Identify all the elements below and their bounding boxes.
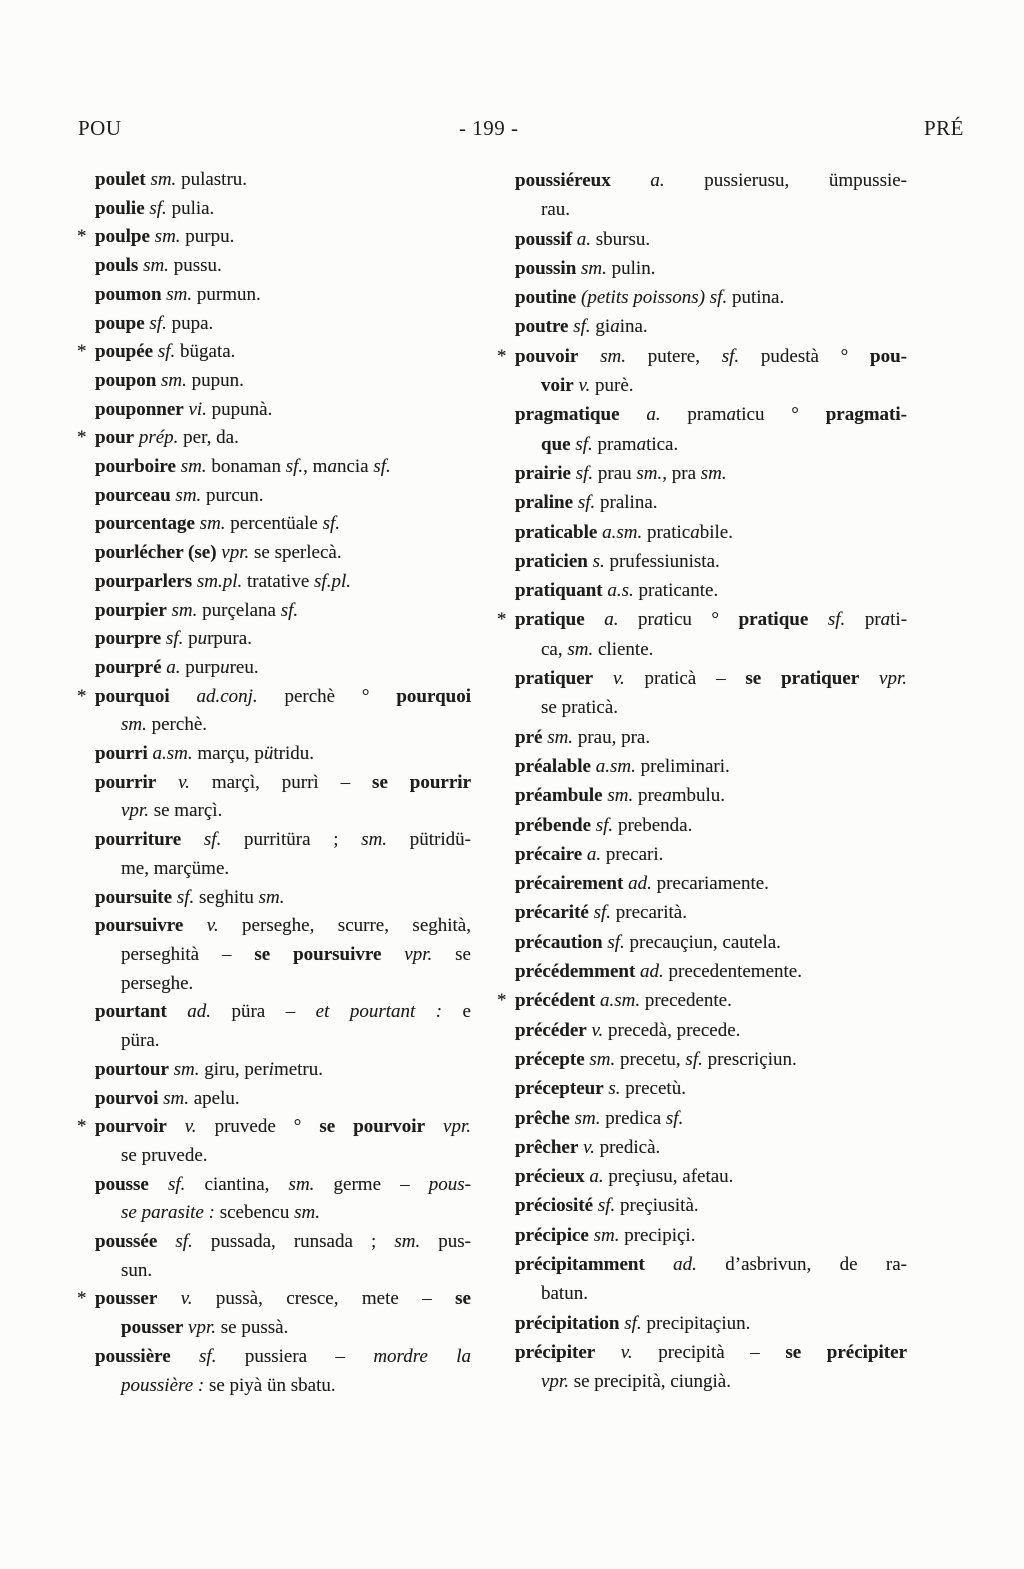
entry-line: perseghe. [121, 972, 194, 994]
entry-line: sun. [121, 1259, 153, 1281]
entry-line: pousser v. pussà, cresce, mete – se [95, 1288, 471, 1310]
entry-line: précarité sf. precarità. [515, 902, 687, 924]
dictionary-entry [515, 1309, 907, 1338]
dictionary-entry [515, 1045, 907, 1074]
dictionary-entry [95, 166, 471, 195]
guide-word-left: POU [78, 116, 122, 140]
entry-line: pourquoi ad.conj. perchè ° pourquoi [95, 685, 471, 707]
dictionary-entry [95, 998, 471, 1055]
dictionary-entry [515, 547, 907, 576]
text-columns [77, 166, 908, 1400]
dictionary-entry [95, 740, 471, 769]
entry-line: pour prép. per, da. [95, 427, 239, 449]
dictionary-entry [77, 338, 471, 367]
entry-line: poutine (petits poissons) sf. putina. [515, 287, 785, 309]
entry-line: se parasite : scebencu sm. [121, 1202, 320, 1224]
entry-line: pouponner vi. pupunà. [95, 398, 273, 420]
dictionary-entry [515, 1016, 907, 1045]
entry-line: pousser vpr. se pussà. [121, 1317, 289, 1339]
entry-line: pourlécher (se) vpr. se sperlecà. [95, 542, 342, 564]
asterisk-marker: * [77, 1288, 87, 1310]
entry-line: pouls sm. pussu. [95, 255, 222, 277]
dictionary-entry [497, 986, 907, 1015]
dictionary-entry [497, 342, 907, 401]
dictionary-entry [95, 482, 471, 511]
right-column [497, 166, 908, 1400]
dictionary-entry [77, 1285, 471, 1342]
entry-line: précipitamment ad. d’asbrivun, de ra- [515, 1253, 908, 1275]
dictionary-entry [95, 367, 471, 396]
entry-line: précaire a. precari. [515, 843, 664, 865]
entry-line: poursuite sf. seghitu sm. [95, 886, 285, 908]
entry-line: pourtour sm. giru, perimetru. [95, 1058, 324, 1080]
entry-line: pourboire sm. bonaman sf., mancia sf. [95, 456, 391, 478]
entry-line: précairement ad. precariamente. [515, 873, 769, 895]
entry-line: poupée sf. bügata. [95, 341, 236, 363]
dictionary-entry [515, 840, 907, 869]
entry-line: préciosité sf. preçiusità. [515, 1195, 699, 1217]
entry-line: prébende sf. prebenda. [515, 814, 693, 836]
dictionary-entry [497, 605, 908, 664]
dictionary-entry [515, 1104, 907, 1133]
entry-line: pourpre sf. purpura. [95, 628, 252, 650]
dictionary-entry [515, 664, 907, 723]
entry-line: pourrir v. marçì, purrì – se pourrir [95, 771, 472, 793]
entry-line: précédent a.sm. precedente. [515, 990, 732, 1012]
entry-line: pratiquer v. praticà – se pratiquer vpr. [515, 668, 907, 690]
dictionary-entry [95, 1171, 471, 1228]
dictionary-entry [515, 225, 907, 254]
dictionary-entry [515, 752, 907, 781]
entry-line: poussière sf. pussiera – mordre la [95, 1345, 472, 1367]
entry-line: se pruvede. [121, 1144, 208, 1166]
entry-line: poulet sm. pulastru. [95, 169, 248, 190]
entry-line: prêcher v. predicà. [515, 1136, 661, 1158]
entry-line: pouvoir sm. putere, sf. pudestà ° pou- [515, 345, 907, 367]
dictionary-entry [95, 396, 471, 425]
entry-line: poupon sm. pupun. [95, 369, 244, 391]
dictionary-entry [95, 252, 471, 281]
dictionary-entry [515, 254, 907, 283]
asterisk-marker: * [77, 685, 87, 707]
dictionary-entry [515, 781, 907, 810]
entry-line: précipitation sf. precipitaçiun. [515, 1312, 751, 1334]
entry-line: poumon sm. purmun. [95, 283, 261, 305]
left-column [77, 166, 472, 1400]
dictionary-entry [95, 912, 471, 998]
entry-line: praticien s. prufessiunista. [515, 550, 720, 572]
dictionary-entry [95, 654, 471, 683]
entry-line: pratique a. praticu ° pratique sf. prati- [515, 609, 908, 631]
dictionary-entry [77, 223, 471, 252]
entry-line: perseghità – se poursuivre vpr. se [121, 943, 471, 965]
dictionary-entry [95, 1228, 471, 1285]
entry-line: ca, sm. cliente. [541, 638, 654, 660]
dictionary-entry [77, 1113, 471, 1170]
entry-line: poulpe sm. purpu. [95, 226, 235, 248]
entry-line: pourparlers sm.pl. tratative sf.pl. [95, 570, 351, 592]
entry-line: praticable a.sm. praticabile. [515, 521, 733, 543]
entry-line: pourpré a. purpureu. [95, 656, 259, 678]
entry-line: poursuivre v. perseghe, scurre, seghità, [95, 915, 471, 937]
dictionary-entry [515, 869, 907, 898]
entry-line: précipice sm. precipiçi. [515, 1224, 696, 1246]
entry-line: que sf. pramatica. [541, 433, 679, 455]
entry-line: pousse sf. ciantina, sm. germe – pous- [95, 1173, 471, 1195]
entry-line: pragmatique a. pramaticu ° pragmati- [515, 404, 907, 426]
asterisk-marker: * [497, 609, 507, 631]
page-number: - 199 - [459, 116, 519, 140]
entry-line: pourvoi sm. apelu. [95, 1087, 240, 1109]
entry-line: précepteur s. precetù. [515, 1078, 686, 1100]
dictionary-entry [95, 310, 471, 339]
dictionary-entry [515, 1338, 907, 1397]
entry-line: pourpier sm. purçelana sf. [95, 599, 299, 621]
dictionary-entry [95, 625, 471, 654]
asterisk-marker: * [77, 427, 87, 449]
guide-word-right: PRÉ [923, 116, 964, 140]
dictionary-entry [515, 1162, 907, 1191]
dictionary-entry [515, 957, 907, 986]
dictionary-entry [515, 723, 907, 752]
dictionary-entry [95, 281, 471, 310]
entry-line: pratiquant a.s. praticante. [515, 580, 719, 602]
entry-line: préalable a.sm. preliminari. [515, 755, 730, 777]
entry-line: praline sf. pralina. [515, 492, 658, 514]
dictionary-entry [515, 518, 907, 547]
dictionary-entry [77, 683, 471, 740]
entry-line: voir v. purè. [541, 375, 634, 397]
entry-line: sm. perchè. [121, 714, 208, 736]
dictionary-entry [95, 826, 471, 883]
dictionary-entry [95, 453, 471, 482]
asterisk-marker: * [497, 990, 507, 1012]
dictionary-entry [515, 1191, 907, 1220]
asterisk-marker: * [497, 345, 507, 367]
entry-line: poussif a. sbursu. [515, 228, 651, 250]
dictionary-entry [515, 1221, 907, 1250]
entry-line: précepte sm. precetu, sf. prescriçiun. [515, 1048, 797, 1070]
entry-line: prêche sm. predica sf. [515, 1107, 684, 1129]
dictionary-entry [515, 1250, 907, 1309]
entry-line: pourtant ad. püra – et pourtant : e [95, 1001, 471, 1023]
dictionary-entry [77, 424, 471, 453]
dictionary-entry [515, 898, 907, 927]
entry-line: vpr. se marçì. [121, 800, 223, 822]
entry-line: précipiter v. precipità – se précipiter [515, 1341, 907, 1363]
dictionary-entry [95, 510, 471, 539]
page-header [78, 116, 964, 141]
dictionary-entry [515, 283, 907, 312]
dictionary-entry [95, 884, 471, 913]
entry-line: batun. [541, 1283, 588, 1305]
entry-line: poussière : se piyà ün sbatu. [121, 1374, 336, 1396]
entry-line: pourcentage sm. percentüale sf. [95, 513, 341, 535]
entry-line: préambule sm. preambulu. [515, 785, 726, 807]
dictionary-entry [515, 459, 907, 488]
dictionary-entry [515, 1074, 907, 1103]
asterisk-marker: * [77, 341, 87, 363]
dictionary-entry [515, 488, 907, 517]
dictionary-entry [95, 1343, 471, 1400]
entry-line: pourri a.sm. marçu, pütridu. [95, 743, 315, 765]
entry-line: prairie sf. prau sm., pra sm. [515, 462, 727, 484]
entry-line: se praticà. [541, 697, 619, 719]
entry-line: pourceau sm. purcun. [95, 484, 264, 506]
entry-line: pourvoir v. pruvede ° se pourvoir vpr. [95, 1116, 471, 1138]
entry-line: précieux a. preçiusu, afetau. [515, 1166, 734, 1188]
dictionary-entry [95, 539, 471, 568]
entry-line: me, marçüme. [121, 857, 230, 879]
dictionary-entry [95, 1085, 471, 1114]
entry-line: poupe sf. pupa. [95, 312, 214, 334]
entry-line: poussiéreux a. pussierusu, ümpussie- [515, 170, 908, 191]
entry-line: pré sm. prau, pra. [515, 726, 651, 748]
entry-line: précédemment ad. precedentemente. [515, 961, 802, 983]
asterisk-marker: * [77, 1116, 87, 1138]
dictionary-entry [515, 811, 907, 840]
dictionary-entry [95, 769, 471, 826]
entry-line: précéder v. precedà, precede. [515, 1019, 741, 1041]
entry-line: vpr. se precipità, ciungià. [541, 1371, 731, 1393]
entry-line: poutre sf. giaina. [515, 316, 648, 338]
dictionary-entry [515, 400, 907, 459]
dictionary-entry [515, 576, 907, 605]
entry-line: rau. [541, 199, 571, 221]
dictionary-entry [515, 1133, 907, 1162]
entry-line: püra. [121, 1030, 160, 1052]
dictionary-entry [95, 597, 471, 626]
entry-line: poussée sf. pussada, runsada ; sm. pus- [95, 1231, 471, 1253]
dictionary-entry [515, 166, 907, 225]
dictionary-entry [95, 195, 471, 224]
dictionary-entry [95, 1056, 471, 1085]
entry-line: pourriture sf. purritüra ; sm. pütridü- [95, 829, 471, 851]
entry-line: poulie sf. pulia. [95, 197, 215, 219]
dictionary-entry [95, 568, 471, 597]
entry-line: poussin sm. pulin. [515, 257, 656, 279]
entry-line: précaution sf. precauçiun, cautela. [515, 931, 781, 953]
dictionary-entry [515, 312, 907, 341]
asterisk-marker: * [77, 226, 87, 248]
dictionary-entry [515, 928, 907, 957]
